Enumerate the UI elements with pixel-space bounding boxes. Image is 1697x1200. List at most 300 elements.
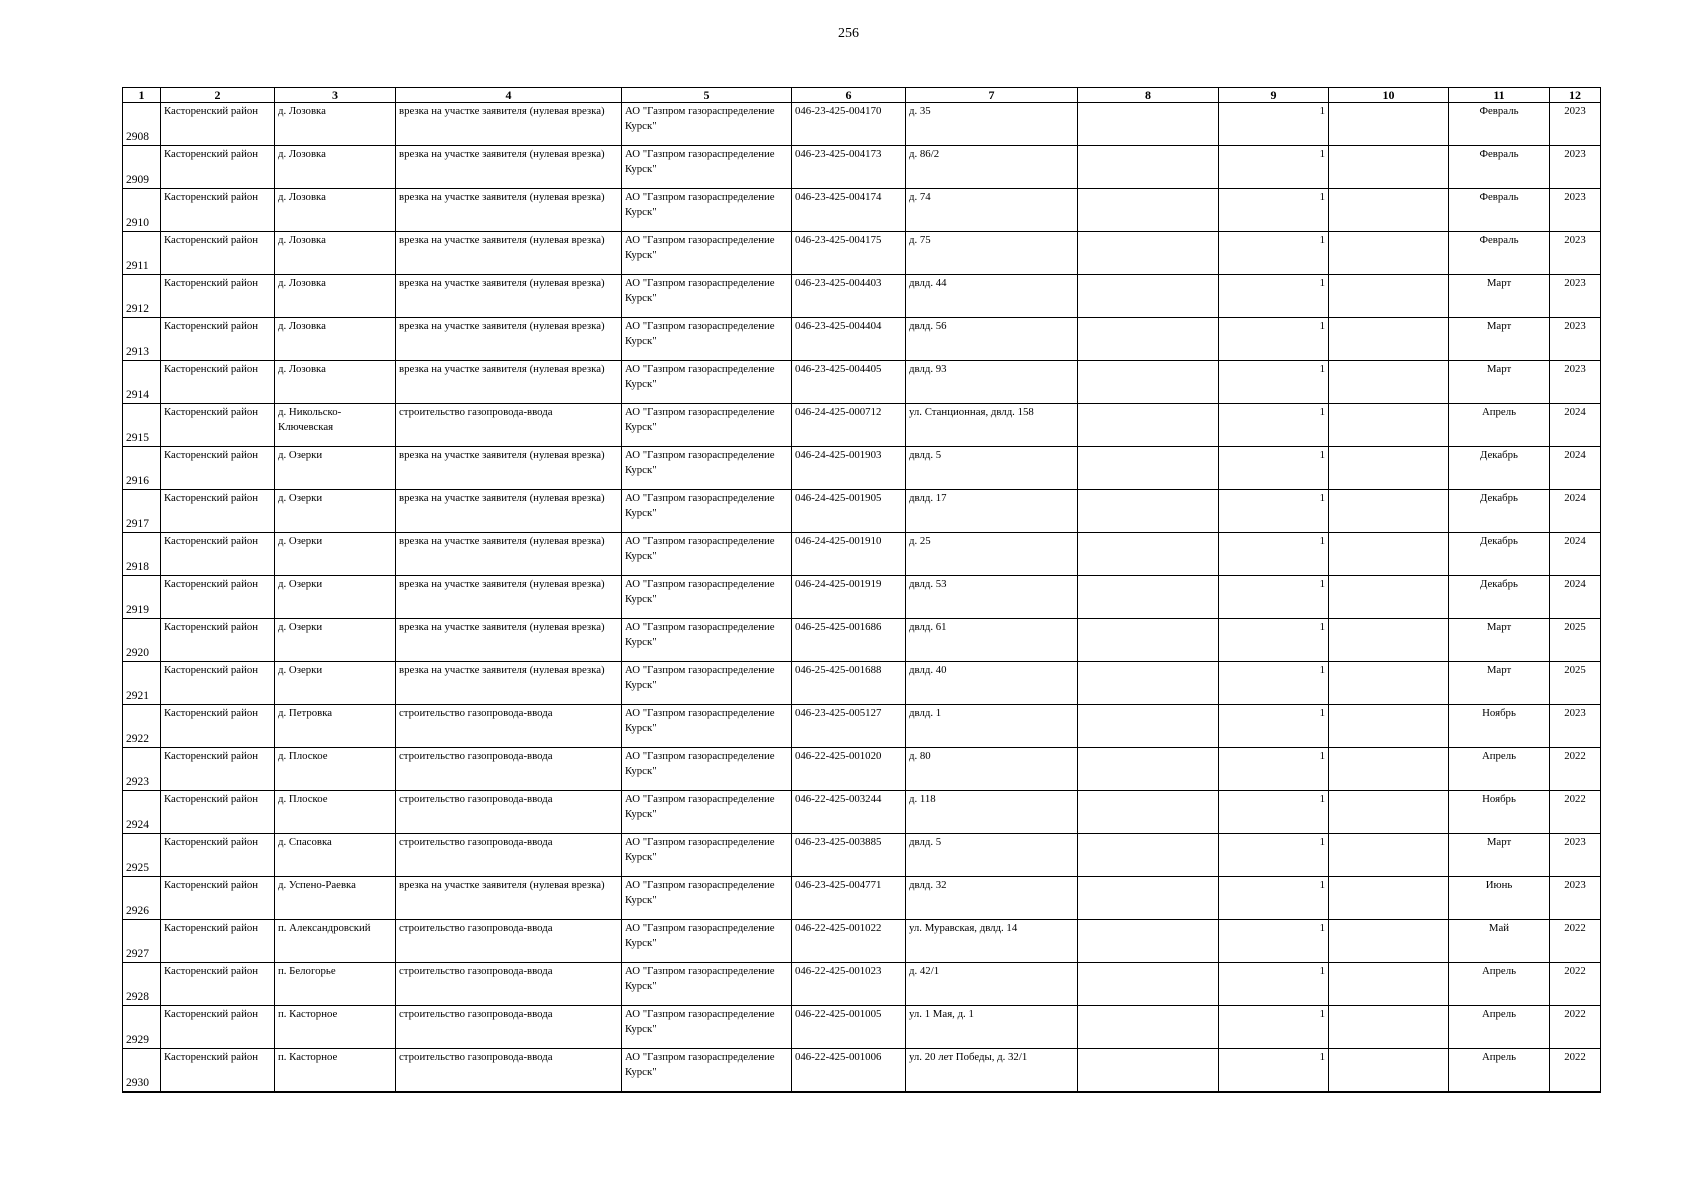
district-cell: Касторенский район: [161, 189, 275, 232]
column-8-cell: [1078, 189, 1219, 232]
object-code-cell: 046-22-425-001023: [792, 963, 906, 1006]
address-cell: ул. Станционная, двлд. 158: [906, 404, 1078, 447]
object-code-cell: 046-23-425-004174: [792, 189, 906, 232]
year-cell: 2023: [1550, 189, 1601, 232]
row-number: 2918: [123, 533, 161, 576]
organization-cell: АО "Газпром газораспределение Курск": [622, 1049, 792, 1093]
locality-cell: д. Лозовка: [275, 318, 396, 361]
object-code-cell: 046-24-425-000712: [792, 404, 906, 447]
table-row: [123, 490, 1601, 533]
registry-table: [122, 87, 1601, 1093]
row-number: 2923: [123, 748, 161, 791]
locality-cell: д. Лозовка: [275, 189, 396, 232]
work-type-cell: врезка на участке заявителя (нулевая врезка): [396, 447, 622, 490]
address-cell: д. 74: [906, 189, 1078, 232]
column-8-cell: [1078, 705, 1219, 748]
district-cell: Касторенский район: [161, 877, 275, 920]
column-10-cell: [1329, 447, 1449, 490]
table-row: [123, 705, 1601, 748]
object-code-cell: 046-25-425-001688: [792, 662, 906, 705]
district-cell: Касторенский район: [161, 490, 275, 533]
district-cell: Касторенский район: [161, 404, 275, 447]
organization-cell: АО "Газпром газораспределение Курск": [622, 1006, 792, 1049]
column-8-cell: [1078, 361, 1219, 404]
district-cell: Касторенский район: [161, 963, 275, 1006]
organization-cell: АО "Газпром газораспределение Курск": [622, 834, 792, 877]
district-cell: Касторенский район: [161, 318, 275, 361]
column-10-cell: [1329, 490, 1449, 533]
address-cell: двлд. 5: [906, 834, 1078, 877]
work-type-cell: врезка на участке заявителя (нулевая врезка): [396, 361, 622, 404]
column-8-cell: [1078, 920, 1219, 963]
column-header-4: 4: [396, 88, 622, 103]
address-cell: д. 86/2: [906, 146, 1078, 189]
column-10-cell: [1329, 963, 1449, 1006]
month-cell: Февраль: [1449, 232, 1550, 275]
work-type-cell: врезка на участке заявителя (нулевая врезка): [396, 877, 622, 920]
month-cell: Май: [1449, 920, 1550, 963]
organization-cell: АО "Газпром газораспределение Курск": [622, 361, 792, 404]
work-type-cell: строительство газопровода-ввода: [396, 963, 622, 1006]
column-8-cell: [1078, 318, 1219, 361]
quantity-cell: 1: [1219, 877, 1329, 920]
work-type-cell: строительство газопровода-ввода: [396, 1049, 622, 1093]
month-cell: Декабрь: [1449, 447, 1550, 490]
quantity-cell: 1: [1219, 834, 1329, 877]
district-cell: Касторенский район: [161, 232, 275, 275]
column-10-cell: [1329, 1049, 1449, 1093]
locality-cell: д. Плоское: [275, 748, 396, 791]
year-cell: 2025: [1550, 662, 1601, 705]
organization-cell: АО "Газпром газораспределение Курск": [622, 103, 792, 146]
month-cell: Февраль: [1449, 189, 1550, 232]
column-10-cell: [1329, 662, 1449, 705]
table-row: [123, 576, 1601, 619]
work-type-cell: врезка на участке заявителя (нулевая врезка): [396, 275, 622, 318]
quantity-cell: 1: [1219, 920, 1329, 963]
year-cell: 2023: [1550, 146, 1601, 189]
month-cell: Февраль: [1449, 103, 1550, 146]
organization-cell: АО "Газпром газораспределение Курск": [622, 404, 792, 447]
column-8-cell: [1078, 146, 1219, 189]
year-cell: 2022: [1550, 1006, 1601, 1049]
locality-cell: д. Лозовка: [275, 232, 396, 275]
address-cell: двлд. 5: [906, 447, 1078, 490]
organization-cell: АО "Газпром газораспределение Курск": [622, 146, 792, 189]
work-type-cell: врезка на участке заявителя (нулевая врезка): [396, 103, 622, 146]
column-header-1: 1: [123, 88, 161, 103]
locality-cell: д. Озерки: [275, 447, 396, 490]
year-cell: 2023: [1550, 834, 1601, 877]
locality-cell: п. Александровский: [275, 920, 396, 963]
district-cell: Касторенский район: [161, 146, 275, 189]
object-code-cell: 046-22-425-001022: [792, 920, 906, 963]
district-cell: Касторенский район: [161, 834, 275, 877]
work-type-cell: строительство газопровода-ввода: [396, 404, 622, 447]
quantity-cell: 1: [1219, 232, 1329, 275]
locality-cell: д. Озерки: [275, 490, 396, 533]
organization-cell: АО "Газпром газораспределение Курск": [622, 963, 792, 1006]
address-cell: двлд. 93: [906, 361, 1078, 404]
locality-cell: п. Касторное: [275, 1049, 396, 1093]
object-code-cell: 046-24-425-001905: [792, 490, 906, 533]
month-cell: Апрель: [1449, 1006, 1550, 1049]
work-type-cell: строительство газопровода-ввода: [396, 834, 622, 877]
month-cell: Апрель: [1449, 748, 1550, 791]
quantity-cell: 1: [1219, 963, 1329, 1006]
column-8-cell: [1078, 404, 1219, 447]
table-row: [123, 146, 1601, 189]
table-row: [123, 877, 1601, 920]
column-10-cell: [1329, 1006, 1449, 1049]
object-code-cell: 046-23-425-003885: [792, 834, 906, 877]
object-code-cell: 046-23-425-004404: [792, 318, 906, 361]
column-8-cell: [1078, 1049, 1219, 1093]
work-type-cell: строительство газопровода-ввода: [396, 791, 622, 834]
row-number: 2908: [123, 103, 161, 146]
object-code-cell: 046-23-425-004175: [792, 232, 906, 275]
quantity-cell: 1: [1219, 146, 1329, 189]
locality-cell: п. Касторное: [275, 1006, 396, 1049]
column-8-cell: [1078, 877, 1219, 920]
table-row: [123, 232, 1601, 275]
quantity-cell: 1: [1219, 103, 1329, 146]
month-cell: Март: [1449, 361, 1550, 404]
table-row: [123, 318, 1601, 361]
row-number: 2929: [123, 1006, 161, 1049]
organization-cell: АО "Газпром газораспределение Курск": [622, 791, 792, 834]
table-row: [123, 1049, 1601, 1093]
organization-cell: АО "Газпром газораспределение Курск": [622, 447, 792, 490]
column-10-cell: [1329, 318, 1449, 361]
column-8-cell: [1078, 103, 1219, 146]
address-cell: двлд. 44: [906, 275, 1078, 318]
locality-cell: д. Никольско-Ключевская: [275, 404, 396, 447]
object-code-cell: 046-25-425-001686: [792, 619, 906, 662]
column-10-cell: [1329, 705, 1449, 748]
object-code-cell: 046-23-425-004771: [792, 877, 906, 920]
year-cell: 2024: [1550, 490, 1601, 533]
column-10-cell: [1329, 877, 1449, 920]
quantity-cell: 1: [1219, 791, 1329, 834]
column-8-cell: [1078, 576, 1219, 619]
organization-cell: АО "Газпром газораспределение Курск": [622, 490, 792, 533]
table-row: [123, 533, 1601, 576]
organization-cell: АО "Газпром газораспределение Курск": [622, 576, 792, 619]
organization-cell: АО "Газпром газораспределение Курск": [622, 619, 792, 662]
column-10-cell: [1329, 748, 1449, 791]
quantity-cell: 1: [1219, 748, 1329, 791]
quantity-cell: 1: [1219, 662, 1329, 705]
table-body: [123, 103, 1601, 1093]
address-cell: двлд. 1: [906, 705, 1078, 748]
row-number: 2928: [123, 963, 161, 1006]
organization-cell: АО "Газпром газораспределение Курск": [622, 705, 792, 748]
row-number: 2924: [123, 791, 161, 834]
year-cell: 2024: [1550, 533, 1601, 576]
work-type-cell: строительство газопровода-ввода: [396, 705, 622, 748]
row-number: 2930: [123, 1049, 161, 1093]
object-code-cell: 046-23-425-005127: [792, 705, 906, 748]
locality-cell: д. Озерки: [275, 576, 396, 619]
row-number: 2920: [123, 619, 161, 662]
district-cell: Касторенский район: [161, 103, 275, 146]
year-cell: 2023: [1550, 103, 1601, 146]
column-10-cell: [1329, 404, 1449, 447]
column-10-cell: [1329, 146, 1449, 189]
object-code-cell: 046-22-425-001006: [792, 1049, 906, 1093]
district-cell: Касторенский район: [161, 748, 275, 791]
locality-cell: д. Озерки: [275, 662, 396, 705]
page-number: 256: [838, 26, 859, 41]
year-cell: 2022: [1550, 920, 1601, 963]
table-row: [123, 189, 1601, 232]
organization-cell: АО "Газпром газораспределение Курск": [622, 920, 792, 963]
column-8-cell: [1078, 275, 1219, 318]
address-cell: д. 25: [906, 533, 1078, 576]
table-row: [123, 834, 1601, 877]
object-code-cell: 046-23-425-004405: [792, 361, 906, 404]
object-code-cell: 046-22-425-001005: [792, 1006, 906, 1049]
column-8-cell: [1078, 662, 1219, 705]
column-10-cell: [1329, 533, 1449, 576]
object-code-cell: 046-23-425-004173: [792, 146, 906, 189]
table-row: [123, 963, 1601, 1006]
year-cell: 2024: [1550, 447, 1601, 490]
row-number: 2927: [123, 920, 161, 963]
column-header-7: 7: [906, 88, 1078, 103]
column-10-cell: [1329, 834, 1449, 877]
month-cell: Декабрь: [1449, 490, 1550, 533]
column-10-cell: [1329, 232, 1449, 275]
work-type-cell: врезка на участке заявителя (нулевая врезка): [396, 619, 622, 662]
locality-cell: д. Плоское: [275, 791, 396, 834]
object-code-cell: 046-24-425-001919: [792, 576, 906, 619]
column-header-10: 10: [1329, 88, 1449, 103]
column-10-cell: [1329, 361, 1449, 404]
quantity-cell: 1: [1219, 1049, 1329, 1093]
object-code-cell: 046-22-425-001020: [792, 748, 906, 791]
quantity-cell: 1: [1219, 490, 1329, 533]
district-cell: Касторенский район: [161, 920, 275, 963]
column-10-cell: [1329, 791, 1449, 834]
row-number: 2914: [123, 361, 161, 404]
address-cell: д. 118: [906, 791, 1078, 834]
column-8-cell: [1078, 490, 1219, 533]
row-number: 2926: [123, 877, 161, 920]
table-row: [123, 748, 1601, 791]
work-type-cell: врезка на участке заявителя (нулевая врезка): [396, 533, 622, 576]
table-row: [123, 275, 1601, 318]
table-header: [123, 88, 1601, 103]
address-cell: ул. 20 лет Победы, д. 32/1: [906, 1049, 1078, 1093]
district-cell: Касторенский район: [161, 1006, 275, 1049]
year-cell: 2024: [1550, 404, 1601, 447]
table-row: [123, 103, 1601, 146]
year-cell: 2023: [1550, 877, 1601, 920]
work-type-cell: врезка на участке заявителя (нулевая врезка): [396, 189, 622, 232]
locality-cell: д. Успено-Раевка: [275, 877, 396, 920]
address-cell: двлд. 40: [906, 662, 1078, 705]
organization-cell: АО "Газпром газораспределение Курск": [622, 877, 792, 920]
month-cell: Ноябрь: [1449, 705, 1550, 748]
row-number: 2913: [123, 318, 161, 361]
district-cell: Касторенский район: [161, 275, 275, 318]
table-row: [123, 361, 1601, 404]
locality-cell: п. Белогорье: [275, 963, 396, 1006]
quantity-cell: 1: [1219, 447, 1329, 490]
table-row: [123, 447, 1601, 490]
row-number: 2916: [123, 447, 161, 490]
column-8-cell: [1078, 533, 1219, 576]
year-cell: 2025: [1550, 619, 1601, 662]
month-cell: Декабрь: [1449, 533, 1550, 576]
row-number: 2925: [123, 834, 161, 877]
month-cell: Июнь: [1449, 877, 1550, 920]
work-type-cell: врезка на участке заявителя (нулевая врезка): [396, 146, 622, 189]
column-header-5: 5: [622, 88, 792, 103]
object-code-cell: 046-23-425-004403: [792, 275, 906, 318]
district-cell: Касторенский район: [161, 705, 275, 748]
row-number: 2910: [123, 189, 161, 232]
address-cell: ул. 1 Мая, д. 1: [906, 1006, 1078, 1049]
work-type-cell: врезка на участке заявителя (нулевая врезка): [396, 318, 622, 361]
year-cell: 2022: [1550, 963, 1601, 1006]
object-code-cell: 046-24-425-001910: [792, 533, 906, 576]
row-number: 2909: [123, 146, 161, 189]
address-cell: д. 42/1: [906, 963, 1078, 1006]
object-code-cell: 046-23-425-004170: [792, 103, 906, 146]
column-8-cell: [1078, 834, 1219, 877]
row-number: 2917: [123, 490, 161, 533]
month-cell: Март: [1449, 318, 1550, 361]
locality-cell: д. Озерки: [275, 533, 396, 576]
row-number: 2912: [123, 275, 161, 318]
month-cell: Декабрь: [1449, 576, 1550, 619]
month-cell: Февраль: [1449, 146, 1550, 189]
column-10-cell: [1329, 103, 1449, 146]
organization-cell: АО "Газпром газораспределение Курск": [622, 189, 792, 232]
work-type-cell: строительство газопровода-ввода: [396, 1006, 622, 1049]
month-cell: Апрель: [1449, 963, 1550, 1006]
locality-cell: д. Петровка: [275, 705, 396, 748]
locality-cell: д. Лозовка: [275, 103, 396, 146]
column-10-cell: [1329, 619, 1449, 662]
month-cell: Апрель: [1449, 1049, 1550, 1093]
quantity-cell: 1: [1219, 533, 1329, 576]
district-cell: Касторенский район: [161, 447, 275, 490]
row-number: 2915: [123, 404, 161, 447]
year-cell: 2023: [1550, 318, 1601, 361]
address-cell: двлд. 17: [906, 490, 1078, 533]
year-cell: 2024: [1550, 576, 1601, 619]
quantity-cell: 1: [1219, 705, 1329, 748]
quantity-cell: 1: [1219, 1006, 1329, 1049]
locality-cell: д. Озерки: [275, 619, 396, 662]
district-cell: Касторенский район: [161, 533, 275, 576]
column-header-9: 9: [1219, 88, 1329, 103]
work-type-cell: врезка на участке заявителя (нулевая врезка): [396, 576, 622, 619]
year-cell: 2023: [1550, 232, 1601, 275]
quantity-cell: 1: [1219, 576, 1329, 619]
quantity-cell: 1: [1219, 619, 1329, 662]
work-type-cell: строительство газопровода-ввода: [396, 920, 622, 963]
year-cell: 2023: [1550, 361, 1601, 404]
table-row: [123, 920, 1601, 963]
column-header-12: 12: [1550, 88, 1601, 103]
column-header-3: 3: [275, 88, 396, 103]
table-row: [123, 1006, 1601, 1049]
column-8-cell: [1078, 791, 1219, 834]
district-cell: Касторенский район: [161, 619, 275, 662]
month-cell: Март: [1449, 662, 1550, 705]
organization-cell: АО "Газпром газораспределение Курск": [622, 232, 792, 275]
column-10-cell: [1329, 576, 1449, 619]
district-cell: Касторенский район: [161, 791, 275, 834]
locality-cell: д. Лозовка: [275, 146, 396, 189]
locality-cell: д. Лозовка: [275, 275, 396, 318]
district-cell: Касторенский район: [161, 662, 275, 705]
column-8-cell: [1078, 1006, 1219, 1049]
quantity-cell: 1: [1219, 361, 1329, 404]
column-8-cell: [1078, 232, 1219, 275]
address-cell: двлд. 56: [906, 318, 1078, 361]
work-type-cell: строительство газопровода-ввода: [396, 748, 622, 791]
column-header-8: 8: [1078, 88, 1219, 103]
address-cell: д. 35: [906, 103, 1078, 146]
work-type-cell: врезка на участке заявителя (нулевая врезка): [396, 490, 622, 533]
column-8-cell: [1078, 447, 1219, 490]
row-number: 2921: [123, 662, 161, 705]
district-cell: Касторенский район: [161, 1049, 275, 1093]
year-cell: 2022: [1550, 791, 1601, 834]
quantity-cell: 1: [1219, 404, 1329, 447]
address-cell: двлд. 61: [906, 619, 1078, 662]
column-10-cell: [1329, 920, 1449, 963]
address-cell: двлд. 53: [906, 576, 1078, 619]
table-row: [123, 404, 1601, 447]
column-header-2: 2: [161, 88, 275, 103]
month-cell: Апрель: [1449, 404, 1550, 447]
month-cell: Март: [1449, 834, 1550, 877]
month-cell: Ноябрь: [1449, 791, 1550, 834]
column-8-cell: [1078, 619, 1219, 662]
column-header-6: 6: [792, 88, 906, 103]
year-cell: 2023: [1550, 705, 1601, 748]
address-cell: двлд. 32: [906, 877, 1078, 920]
year-cell: 2022: [1550, 1049, 1601, 1093]
column-8-cell: [1078, 748, 1219, 791]
work-type-cell: врезка на участке заявителя (нулевая врезка): [396, 662, 622, 705]
address-cell: д. 75: [906, 232, 1078, 275]
table-row: [123, 619, 1601, 662]
organization-cell: АО "Газпром газораспределение Курск": [622, 318, 792, 361]
address-cell: д. 80: [906, 748, 1078, 791]
organization-cell: АО "Газпром газораспределение Курск": [622, 533, 792, 576]
address-cell: ул. Муравская, двлд. 14: [906, 920, 1078, 963]
quantity-cell: 1: [1219, 189, 1329, 232]
object-code-cell: 046-24-425-001903: [792, 447, 906, 490]
organization-cell: АО "Газпром газораспределение Курск": [622, 275, 792, 318]
locality-cell: д. Лозовка: [275, 361, 396, 404]
year-cell: 2022: [1550, 748, 1601, 791]
column-8-cell: [1078, 963, 1219, 1006]
object-code-cell: 046-22-425-003244: [792, 791, 906, 834]
district-cell: Касторенский район: [161, 361, 275, 404]
work-type-cell: врезка на участке заявителя (нулевая врезка): [396, 232, 622, 275]
row-number: 2919: [123, 576, 161, 619]
column-10-cell: [1329, 189, 1449, 232]
